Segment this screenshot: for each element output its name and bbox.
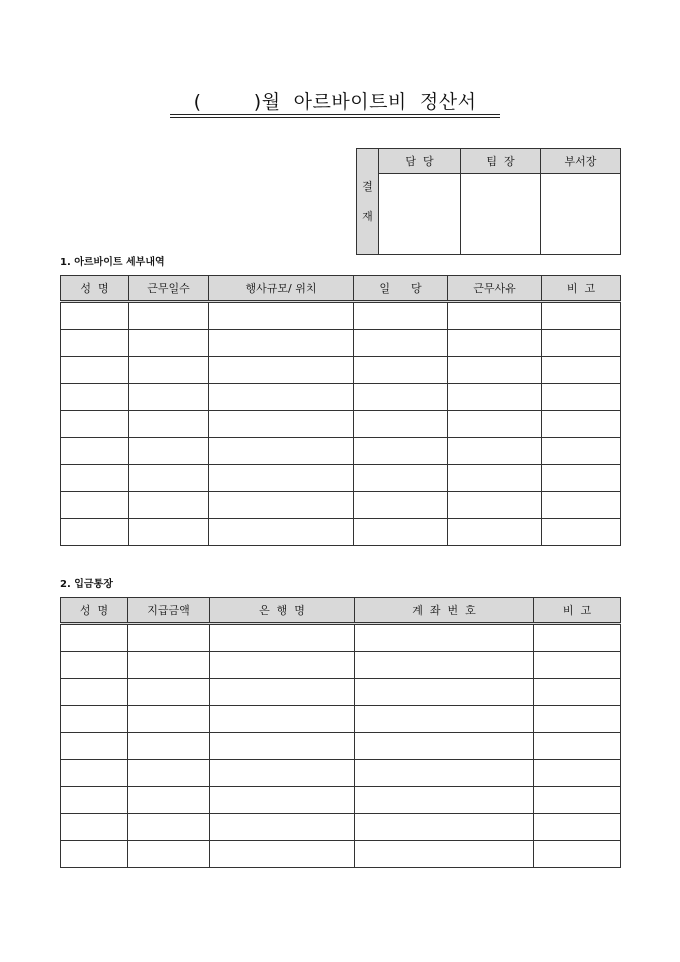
table-cell[interactable] (61, 733, 128, 760)
table-cell[interactable] (129, 302, 209, 330)
table-cell[interactable] (542, 330, 621, 357)
table-cell[interactable] (534, 841, 621, 868)
table-cell[interactable] (61, 330, 129, 357)
table-cell[interactable] (448, 438, 542, 465)
table-cell[interactable] (209, 519, 354, 546)
table-cell[interactable] (354, 438, 448, 465)
table-cell[interactable] (534, 814, 621, 841)
table-cell[interactable] (61, 652, 128, 679)
table-row (61, 733, 621, 760)
table-row (61, 814, 621, 841)
table-cell[interactable] (534, 787, 621, 814)
table-cell[interactable] (448, 357, 542, 384)
table-row (61, 624, 621, 652)
table-cell[interactable] (354, 519, 448, 546)
column-header: 근무사유 (448, 276, 542, 302)
table-cell[interactable] (61, 841, 128, 868)
signature-box-dept-head[interactable] (541, 174, 621, 255)
table-cell[interactable] (534, 624, 621, 652)
table-row (61, 465, 621, 492)
table-cell[interactable] (128, 679, 210, 706)
table-row (61, 384, 621, 411)
table-cell[interactable] (61, 787, 128, 814)
table-cell[interactable] (209, 465, 354, 492)
signature-box-staff[interactable] (379, 174, 461, 255)
table-cell[interactable] (61, 624, 128, 652)
table-cell[interactable] (355, 760, 534, 787)
table-cell[interactable] (534, 652, 621, 679)
table-cell[interactable] (355, 841, 534, 868)
table-cell[interactable] (355, 706, 534, 733)
table-cell[interactable] (128, 733, 210, 760)
table-cell[interactable] (128, 652, 210, 679)
table-cell[interactable] (209, 357, 354, 384)
bank-account-table (60, 597, 621, 868)
approval-label-top: 결 (362, 180, 373, 193)
table-cell[interactable] (448, 465, 542, 492)
column-header: 일 당 (354, 276, 448, 302)
column-header: 성 명 (61, 276, 129, 302)
table-cell[interactable] (210, 733, 355, 760)
table-cell[interactable] (210, 814, 355, 841)
table-cell[interactable] (128, 624, 210, 652)
table-cell[interactable] (542, 384, 621, 411)
table-cell[interactable] (542, 411, 621, 438)
table-cell[interactable] (61, 706, 128, 733)
table-cell[interactable] (61, 760, 128, 787)
work-details-table (60, 275, 621, 546)
table-cell[interactable] (209, 492, 354, 519)
table-row (61, 706, 621, 733)
table-row (61, 519, 621, 546)
table-cell[interactable] (128, 814, 210, 841)
table-cell[interactable] (355, 814, 534, 841)
table-cell[interactable] (61, 357, 129, 384)
table-cell[interactable] (354, 492, 448, 519)
approval-header-dept-head: 부서장 (541, 149, 621, 174)
table-cell[interactable] (542, 302, 621, 330)
table-row (61, 760, 621, 787)
table-cell[interactable] (354, 384, 448, 411)
approval-header-staff: 담 당 (379, 149, 461, 174)
approval-box (356, 148, 621, 255)
signature-box-team-lead[interactable] (461, 174, 541, 255)
table-row (61, 492, 621, 519)
table-cell[interactable] (128, 760, 210, 787)
table-cell[interactable] (61, 492, 129, 519)
table-cell[interactable] (448, 384, 542, 411)
table-row (61, 679, 621, 706)
table-cell[interactable] (210, 652, 355, 679)
table-cell[interactable] (534, 760, 621, 787)
table-cell[interactable] (128, 787, 210, 814)
table-cell[interactable] (129, 330, 209, 357)
table-cell[interactable] (61, 411, 129, 438)
table-cell[interactable] (534, 733, 621, 760)
table-cell[interactable] (209, 438, 354, 465)
table-cell[interactable] (61, 384, 129, 411)
table-cell[interactable] (128, 706, 210, 733)
table-cell[interactable] (448, 330, 542, 357)
column-header: 계 좌 번 호 (355, 598, 534, 624)
approval-label (357, 149, 379, 255)
table-cell[interactable] (542, 438, 621, 465)
table-cell[interactable] (209, 330, 354, 357)
table-cell[interactable] (354, 465, 448, 492)
table-cell[interactable] (61, 679, 128, 706)
column-header: 은 행 명 (210, 598, 355, 624)
table-cell[interactable] (209, 411, 354, 438)
table-cell[interactable] (210, 841, 355, 868)
table-cell[interactable] (448, 411, 542, 438)
table-cell[interactable] (542, 465, 621, 492)
table-cell[interactable] (354, 411, 448, 438)
table-cell[interactable] (534, 706, 621, 733)
table-cell[interactable] (61, 519, 129, 546)
table-cell[interactable] (129, 384, 209, 411)
table-cell[interactable] (542, 357, 621, 384)
column-header: 비 고 (542, 276, 621, 302)
table-row (61, 438, 621, 465)
table-row (61, 330, 621, 357)
table-cell[interactable] (210, 760, 355, 787)
table-cell[interactable] (129, 411, 209, 438)
table-row (61, 411, 621, 438)
table-cell[interactable] (448, 302, 542, 330)
table-cell[interactable] (355, 733, 534, 760)
table-cell[interactable] (61, 465, 129, 492)
table-cell[interactable] (355, 679, 534, 706)
table-cell[interactable] (355, 652, 534, 679)
column-header: 행사규모/ 위치 (209, 276, 354, 302)
approval-label-bottom: 재 (362, 210, 373, 223)
approval-header-team-lead: 팀 장 (461, 149, 541, 174)
table-cell[interactable] (355, 624, 534, 652)
column-header: 비 고 (534, 598, 621, 624)
table-cell[interactable] (210, 706, 355, 733)
table-cell[interactable] (354, 357, 448, 384)
section-2-label: 2. 입금통장 (60, 579, 113, 590)
table-cell[interactable] (129, 519, 209, 546)
table-cell[interactable] (355, 787, 534, 814)
table-cell[interactable] (354, 302, 448, 330)
column-header: 근무일수 (129, 276, 209, 302)
table-cell[interactable] (209, 302, 354, 330)
table-row (61, 357, 621, 384)
table-cell[interactable] (448, 519, 542, 546)
table-cell[interactable] (129, 465, 209, 492)
table-cell[interactable] (354, 330, 448, 357)
table-cell[interactable] (542, 519, 621, 546)
table-row (61, 787, 621, 814)
table-row (61, 302, 621, 330)
table-cell[interactable] (129, 492, 209, 519)
table-cell[interactable] (209, 384, 354, 411)
table-cell[interactable] (61, 302, 129, 330)
table-cell[interactable] (61, 814, 128, 841)
table-cell[interactable] (210, 679, 355, 706)
title-double-underline (170, 114, 500, 120)
column-header: 지급금액 (128, 598, 210, 624)
document-title: ( )월 아르바이트비 정산서 (193, 91, 477, 113)
table-cell[interactable] (210, 624, 355, 652)
table-cell[interactable] (534, 679, 621, 706)
table-cell[interactable] (61, 438, 129, 465)
table-cell[interactable] (129, 357, 209, 384)
section-1-label: 1. 아르바이트 세부내역 (60, 257, 165, 268)
table-row (61, 652, 621, 679)
table-cell[interactable] (129, 438, 209, 465)
table-cell[interactable] (210, 787, 355, 814)
table-cell[interactable] (542, 492, 621, 519)
column-header: 성 명 (61, 598, 128, 624)
table-cell[interactable] (448, 492, 542, 519)
table-row (61, 841, 621, 868)
table-cell[interactable] (128, 841, 210, 868)
